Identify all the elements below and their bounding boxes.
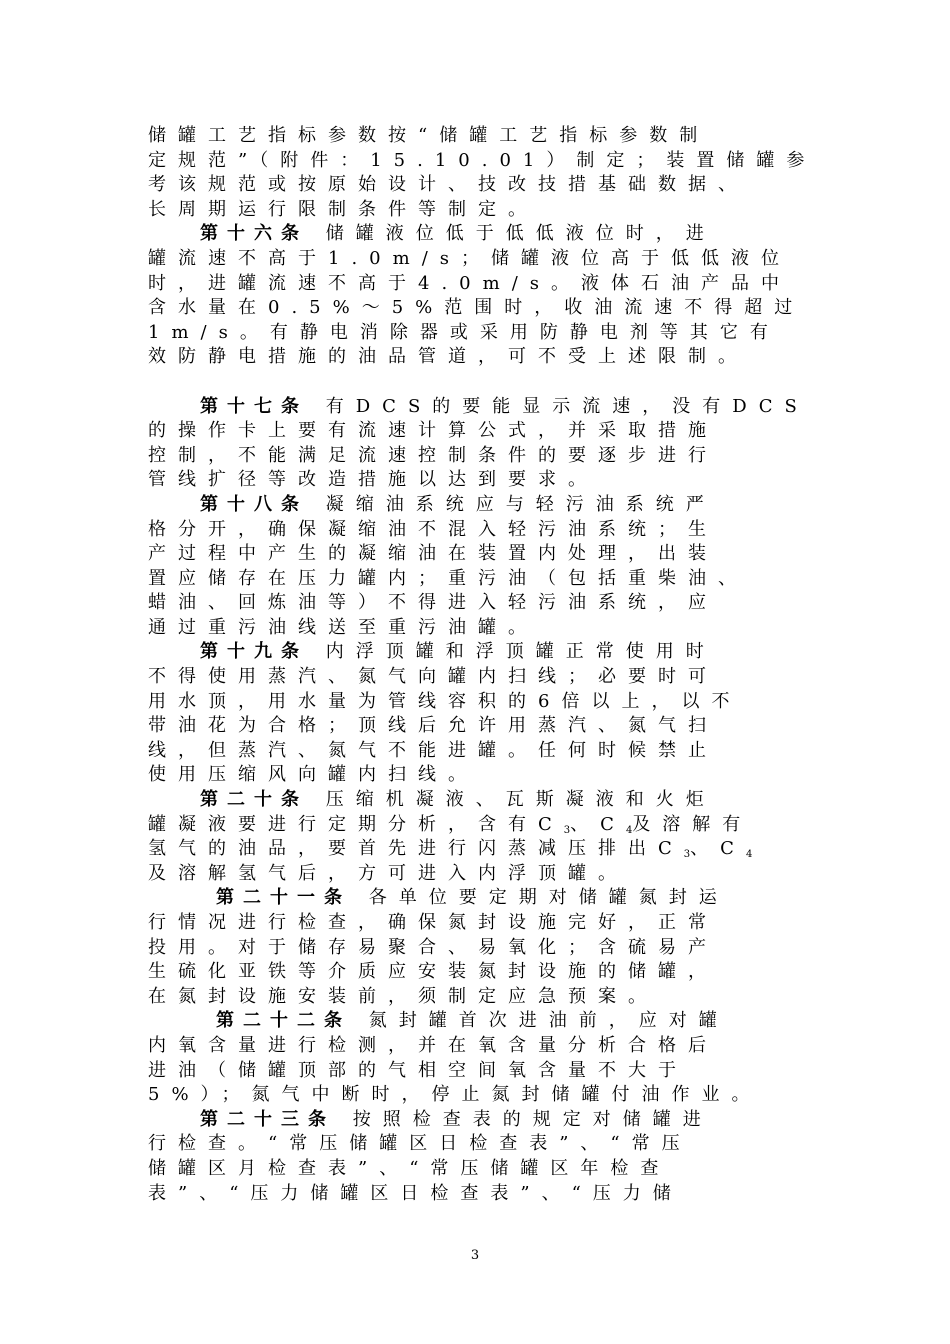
paragraph-intro	[148, 124, 820, 222]
text-line: 在氮封设施安装前，须制定应急预案。	[148, 985, 658, 1007]
text-line: 蜡油、回炼油等）不得进入轻污油系统，应	[148, 592, 718, 614]
text-line: 5%）；氮气中断时，停止氮封储罐付油作业。	[148, 1084, 762, 1106]
text-line: 使用压缩风向罐内扫线。	[148, 764, 478, 786]
subscript: 3	[563, 824, 571, 836]
text-line: 内氧含量进行检测，并在氧含量分析合格后	[148, 1034, 718, 1056]
text-line: 储罐区月检查表”、“常压储罐区年检查	[148, 1157, 671, 1179]
text-line: 表”、“压力储罐区日检查表”、“压力储	[148, 1182, 683, 1204]
text-line	[148, 395, 820, 420]
text-line: 1m/s。有静电消除器或采用防静电剂等其它有	[148, 321, 780, 343]
text-line: 用水顶，用水量为管线容积的6倍以上，以不	[148, 690, 742, 712]
text-line: 进油（储罐顶部的气相空间氧含量不大于	[148, 1059, 688, 1081]
line-text: 压缩机凝液、瓦斯凝液和火炬	[325, 789, 716, 811]
text-line: 行情况进行检查，确保氮封设施完好，正常	[148, 912, 718, 933]
text-line: 时，进罐流速不高于4.0m/s。液体石油产品中	[148, 272, 791, 294]
subscript: 3	[683, 849, 691, 861]
text-line: 定规范”（附件：15.10.01）制定；装置储罐参	[148, 149, 817, 171]
text-line: 带油花为合格；顶线后允许用蒸汽、氮气扫	[148, 715, 718, 737]
article-heading: 第二十条	[200, 789, 308, 811]
article-heading: 第二十三条	[200, 1108, 335, 1130]
article-heading: 第十九条	[200, 641, 308, 663]
article-heading: 第十七条	[200, 395, 308, 417]
text-line: 生硫化亚铁等介质应安装氮封设施的储罐，	[148, 961, 718, 983]
text-line: 长周期运行限制条件等制定。	[148, 198, 538, 220]
line-text: 按照检查表的规定对储罐进	[352, 1108, 713, 1130]
text-line: 考该规范或按原始设计、技改技措基础数据、	[148, 174, 748, 196]
text-line: 氢气的油品，要首先进行闪蒸减压排出$C_3$、$C_4$	[148, 838, 753, 861]
text-line	[148, 886, 820, 911]
article-heading: 第二十一条	[216, 887, 351, 909]
text-line: 的操作卡上要有流速计算公式，并采取措施	[148, 420, 718, 442]
article-16	[148, 222, 820, 370]
article-18	[148, 493, 820, 641]
article-21	[148, 886, 820, 1009]
text-line: 置应储存在压力罐内；重污油（包括重柴油、	[148, 567, 748, 589]
text-line	[148, 222, 820, 247]
line-text: 氮封罐首次进油前，应对罐	[368, 1010, 729, 1032]
article-19	[148, 640, 820, 788]
text-line: 管线扩径等改造措施以达到要求。	[148, 469, 598, 491]
text-line: 不得使用蒸汽、氮气向罐内扫线；必要时可	[148, 666, 718, 688]
text-line	[148, 1009, 820, 1034]
blank-line	[148, 370, 820, 395]
text-line: 罐凝液要进行定期分析，含有$C_3$、$C_4$及溶解有	[148, 813, 753, 836]
article-heading: 第十六条	[200, 223, 308, 245]
subscript: 4	[745, 849, 753, 861]
line-text: 储罐液位低于低低液位时，进	[325, 223, 716, 245]
subscript: 4	[625, 824, 633, 836]
text-line: 行检查。“常压储罐区日检查表”、“常压	[148, 1133, 692, 1155]
article-20	[148, 788, 820, 886]
text-line	[148, 1108, 820, 1133]
text-line	[148, 493, 820, 518]
text-line: 投用。对于储存易聚合、易氧化；含硫易产	[148, 936, 718, 958]
text-line: 线，但蒸汽、氮气不能进罐。任何时候禁止	[148, 739, 718, 761]
article-heading: 第十八条	[200, 493, 308, 515]
article-22	[148, 1009, 820, 1107]
line-text: 内浮顶罐和浮顶罐正常使用时	[325, 641, 716, 663]
article-heading: 第二十二条	[216, 1010, 351, 1032]
text-line: 罐流速不高于1.0m/s；储罐液位高于低低液位	[148, 247, 791, 269]
article-23	[148, 1108, 820, 1206]
text-line: 控制，不能满足流速控制条件的要逐步进行	[148, 444, 718, 466]
page-number: 3	[470, 1248, 480, 1263]
text-line: 储罐工艺指标参数按“储罐工艺指标参数制	[148, 125, 710, 146]
line-text: 有DCS的要能显示流速，没有DCS	[325, 395, 809, 417]
text-line	[148, 640, 820, 665]
text-line: 含水量在0.5%～5%范围时，收油流速不得超过	[148, 297, 805, 319]
text-line: 格分开，确保凝缩油不混入轻污油系统；生	[148, 518, 718, 540]
article-17	[148, 395, 820, 493]
text-line: 产过程中产生的凝缩油在装置内处理，出装	[148, 543, 718, 565]
text-line: 通过重污油线送至重污油罐。	[148, 616, 538, 638]
text-line: 效防静电措施的油品管道，可不受上述限制。	[148, 346, 748, 368]
text-line: 及溶解氢气后，方可进入内浮顶罐。	[148, 862, 628, 884]
line-text: 各单位要定期对储罐氮封运	[368, 887, 729, 909]
text-line	[148, 788, 820, 813]
line-text: 凝缩油系统应与轻污油系统严	[325, 493, 716, 515]
document-body	[148, 124, 820, 1206]
